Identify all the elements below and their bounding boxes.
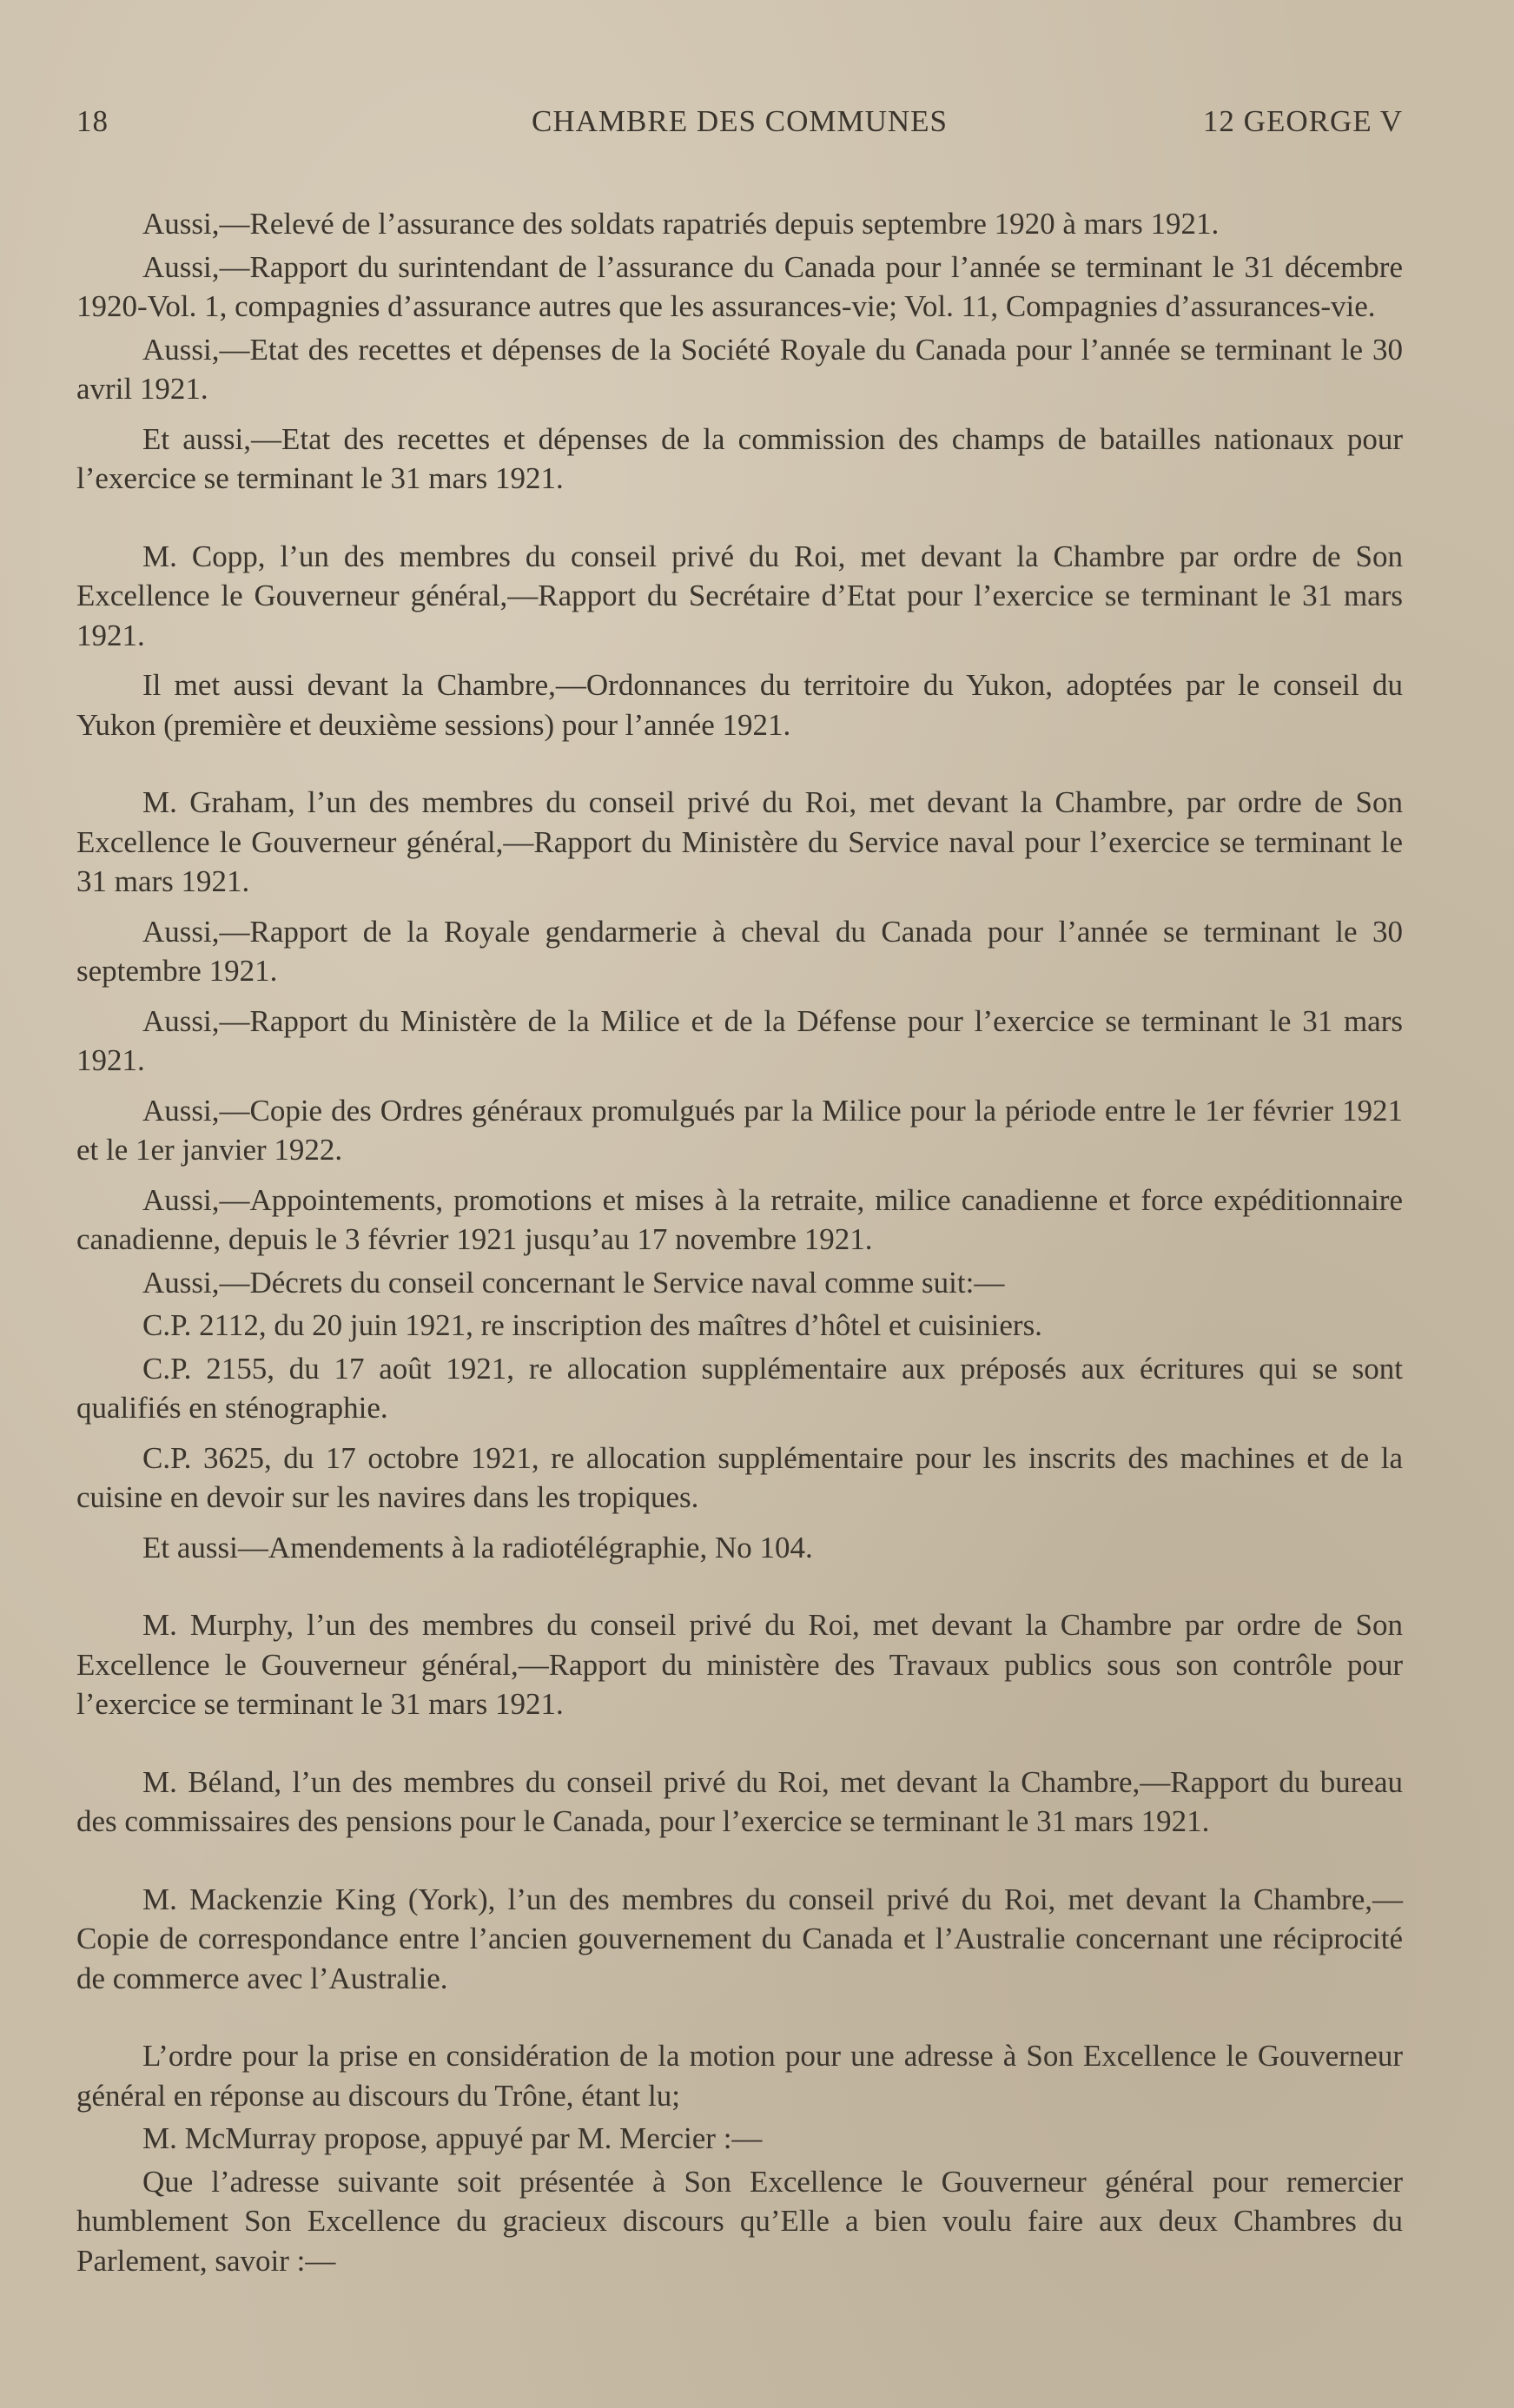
- paragraph: L’ordre pour la prise en considération de la motion pour une adresse à Son Excellence le Gouverneur général en réponse au discours du Trône, étant lu;: [76, 2039, 1403, 2113]
- running-header: [76, 104, 1403, 156]
- paragraph: Il met aussi devant la Chambre,—Ordonnances du territoire du Yukon, adoptées par le conseil du Yukon (première et deuxième sessions) pour l’année 1921.: [76, 668, 1403, 742]
- paragraph: M. Béland, l’un des membres du conseil privé du Roi, met devant la Chambre,—Rapport du bureau des commissaires des pensions pour le Canada, pour l’exercice se terminant le 31 mars 1921.: [76, 1764, 1403, 1838]
- paragraph: Aussi,—Décrets du conseil concernant le Service naval comme suit:—: [142, 1265, 1005, 1300]
- paragraph: Aussi,—Relevé de l’assurance des soldats rapatriés depuis septembre 1920 à mars 1921.: [142, 207, 1220, 241]
- paragraph: M. McMurray propose, appuyé par M. Mercier :—: [142, 2121, 763, 2155]
- paragraph: Aussi,—Etat des recettes et dépenses de la Société Royale du Canada pour l’année se terminant le 30 avril 1921.: [76, 332, 1403, 406]
- paragraph: C.P. 2155, du 17 août 1921, re allocation supplémentaire aux préposés aux écritures qui se sont qualifiés en sténographie.: [76, 1351, 1403, 1425]
- page-number: 18: [76, 104, 109, 138]
- paragraph: C.P. 2112, du 20 juin 1921, re inscription des maîtres d’hôtel et cuisiniers.: [142, 1308, 1042, 1342]
- paragraph: C.P. 3625, du 17 octobre 1921, re allocation supplémentaire pour les inscrits des machines et de la cuisine en devoir sur les navires dans les tropiques.: [76, 1440, 1403, 1514]
- paragraph: Que l’adresse suivante soit présentée à Son Excellence le Gouverneur général pour remercier humblement Son Excellence du gracieux discours qu’Elle a bien voulu faire aux deux Chambres du Parlement, savoir :—: [76, 2164, 1403, 2278]
- paragraph: Aussi,—Appointements, promotions et mises à la retraite, milice canadienne et force expéditionnaire canadienne, depuis le 3 février 1921 jusqu’au 17 novembre 1921.: [76, 1182, 1403, 1256]
- paragraph: M. Copp, l’un des membres du conseil privé du Roi, met devant la Chambre par ordre de Son Excellence le Gouverneur général,—Rapport du Secrétaire d’Etat pour l’exercice se terminant le 31 mars 1921.: [76, 539, 1403, 652]
- document-page: [76, 104, 1403, 2280]
- paragraph: Aussi,—Copie des Ordres généraux promulgués par la Milice pour la période entre le 1er février 1921 et le 1er janvier 1922.: [76, 1093, 1403, 1167]
- paragraph: Et aussi—Amendements à la radiotélégraphie, No 104.: [142, 1530, 813, 1565]
- paragraph: Et aussi,—Etat des recettes et dépenses de la commission des champs de batailles nationaux pour l’exercice se terminant le 31 mars 1921.: [76, 421, 1403, 495]
- paragraph: Aussi,—Rapport de la Royale gendarmerie à cheval du Canada pour l’année se terminant le 30 septembre 1921.: [76, 914, 1403, 988]
- paragraph: M. Murphy, l’un des membres du conseil privé du Roi, met devant la Chambre par ordre de Son Excellence le Gouverneur général,—Rapport du ministère des Travaux publics sous son contrôle pour l’exercice se terminant le 31 mars 1921.: [76, 1608, 1403, 1721]
- paragraph: Aussi,—Rapport du Ministère de la Milice et de la Défense pour l’exercice se terminant le 31 mars 1921.: [76, 1003, 1403, 1077]
- session-label: 12 GEORGE V: [1202, 104, 1403, 138]
- document-body: [76, 204, 1403, 2280]
- paragraph: Aussi,—Rapport du surintendant de l’assurance du Canada pour l’année se terminant le 31 décembre 1920-Vol. 1, compagnies d’assurance autres que les assurances-vie; Vol. 11, Compagnies d’assurances-vie.: [76, 249, 1403, 323]
- paragraph: M. Graham, l’un des membres du conseil privé du Roi, met devant la Chambre, par ordre de Son Excellence le Gouverneur général,—Rapport du Ministère du Service naval pour l’exercice se terminant le 31 mars 1921.: [76, 785, 1403, 898]
- paragraph: M. Mackenzie King (York), l’un des membres du conseil privé du Roi, met devant la Chambre,—Copie de correspondance entre l’ancien gouvernement du Canada et l’Australie concernant une réciprocité de commerce avec l’Australie.: [76, 1882, 1403, 1995]
- page-title: CHAMBRE DES COMMUNES: [532, 104, 948, 138]
